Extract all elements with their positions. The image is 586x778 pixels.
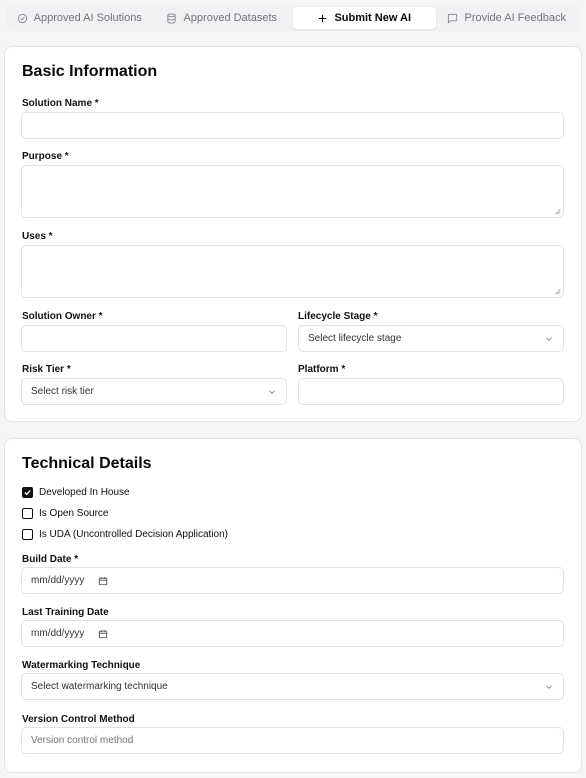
build-date-input[interactable] — [21, 567, 564, 594]
platform-input[interactable] — [298, 378, 564, 405]
resize-handle-icon[interactable] — [553, 207, 561, 215]
basic-information-card — [4, 46, 582, 422]
checkbox-box[interactable] — [22, 508, 33, 519]
lifecycle-stage-label: Lifecycle Stage * — [298, 311, 378, 322]
tab-label: Approved Datasets — [183, 12, 278, 24]
purpose-textarea[interactable] — [21, 165, 564, 218]
risk-tier-select[interactable] — [21, 378, 287, 405]
chevron-down-icon — [544, 334, 554, 344]
build-date-label: Build Date * — [22, 554, 79, 565]
select-value: Select watermarking technique — [31, 681, 168, 692]
checkbox-box[interactable] — [22, 529, 33, 540]
check-icon — [23, 488, 32, 497]
technical-details-card — [4, 438, 582, 773]
checkbox-label: Developed In House — [39, 487, 130, 498]
checkbox-label: Is UDA (Uncontrolled Decision Application) — [39, 529, 228, 540]
tab-label: Approved AI Solutions — [33, 12, 142, 24]
tab-label: Provide AI Feedback — [464, 12, 566, 24]
watermarking-technique-label: Watermarking Technique — [22, 660, 141, 671]
resize-handle-icon[interactable] — [553, 287, 561, 295]
check-circle-icon — [17, 13, 28, 24]
solution-name-input[interactable] — [21, 112, 564, 139]
tab-label: Submit New AI — [334, 12, 412, 24]
checkbox-box[interactable] — [22, 487, 33, 498]
date-placeholder: mm/dd/yyyy — [31, 575, 85, 586]
uses-textarea[interactable] — [21, 245, 564, 298]
chevron-down-icon — [544, 682, 554, 692]
calendar-icon[interactable] — [98, 576, 108, 586]
message-square-icon — [447, 13, 458, 24]
section-title: Basic Information — [22, 63, 158, 80]
watermarking-technique-select[interactable] — [21, 673, 564, 700]
solution-owner-label: Solution Owner * — [22, 311, 103, 322]
checkbox-label: Is Open Source — [39, 508, 109, 519]
solution-owner-input[interactable] — [21, 325, 287, 352]
calendar-icon[interactable] — [98, 629, 108, 639]
version-control-method-label: Version Control Method — [22, 714, 135, 725]
tab-approved-datasets[interactable] — [151, 7, 294, 29]
is-open-source-checkbox[interactable] — [22, 508, 108, 519]
tab-provide-ai-feedback[interactable] — [436, 7, 579, 29]
risk-tier-label: Risk Tier * — [22, 364, 71, 375]
select-value: Select lifecycle stage — [308, 333, 402, 344]
version-control-method-input[interactable] — [21, 727, 564, 754]
purpose-label: Purpose * — [22, 151, 69, 162]
section-title: Technical Details — [22, 455, 152, 472]
platform-label: Platform * — [298, 364, 346, 375]
solution-name-label: Solution Name * — [22, 98, 99, 109]
tab-approved-ai-solutions[interactable] — [8, 7, 151, 29]
is-uda-checkbox[interactable] — [22, 529, 228, 540]
chevron-down-icon — [267, 387, 277, 397]
uses-label: Uses * — [22, 231, 53, 242]
lifecycle-stage-select[interactable] — [298, 325, 564, 352]
select-value: Select risk tier — [31, 386, 94, 397]
last-training-date-label: Last Training Date — [22, 607, 109, 618]
developed-in-house-checkbox[interactable] — [22, 487, 130, 498]
last-training-date-input[interactable] — [21, 620, 564, 647]
database-icon — [166, 13, 177, 24]
tab-submit-new-ai[interactable] — [293, 7, 436, 29]
tab-bar — [6, 5, 580, 31]
date-placeholder: mm/dd/yyyy — [31, 628, 85, 639]
plus-icon — [317, 13, 328, 24]
